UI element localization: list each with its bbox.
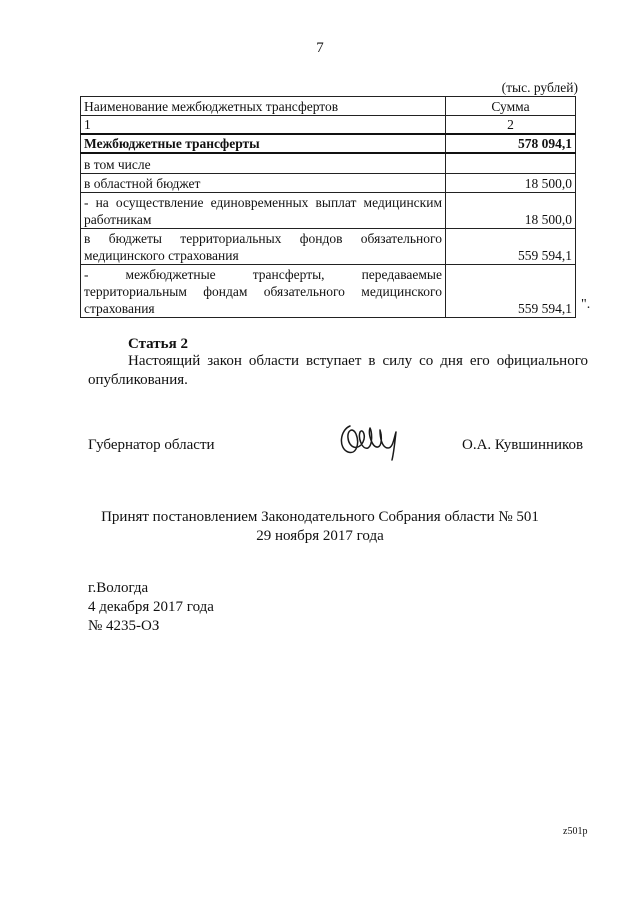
adoption-line: Принят постановлением Законодательного Собрания области № 501: [101, 509, 539, 525]
row-sum: 578 094,1: [446, 134, 576, 153]
article-title: Статья 2: [128, 336, 188, 352]
header-sum: Сумма: [446, 97, 576, 116]
article-text: Настоящий закон области вступает в силу со дня его официального опубликования.: [88, 353, 588, 388]
law-number: № 4235-ОЗ: [88, 618, 160, 634]
row-sum: [446, 153, 576, 173]
page-number: 7: [316, 40, 324, 56]
signatory-title: Губернатор области: [88, 437, 215, 453]
row-sum: 559 594,1: [446, 228, 576, 264]
table-row: [81, 192, 576, 228]
adoption-note: [0, 508, 640, 546]
place-date-block: [88, 579, 214, 636]
table-row: [81, 173, 576, 192]
row-name: Межбюджетные трансферты: [81, 134, 446, 153]
colnum-sum: 2: [446, 116, 576, 135]
row-sum: 18 500,0: [446, 192, 576, 228]
handwritten-signature: [336, 418, 416, 462]
document-code: z501p: [563, 826, 588, 837]
table-header-row: [81, 97, 576, 116]
row-name: в том числе: [81, 153, 446, 173]
closing-quote: ".: [581, 297, 591, 312]
table-row: [81, 134, 576, 153]
row-sum: 18 500,0: [446, 173, 576, 192]
row-name: - межбюджетные трансферты, передаваемые территориальным фондам обязательного медицинского страхования: [81, 264, 446, 317]
row-name: в бюджеты территориальных фондов обязательного медицинского страхования: [81, 228, 446, 264]
adoption-date: 29 ноября 2017 года: [256, 528, 384, 544]
table-units: (тыс. рублей): [501, 80, 578, 95]
row-name: в областной бюджет: [81, 173, 446, 192]
table-colnum-row: [81, 116, 576, 135]
row-name: - на осуществление единовременных выплат медицинским работникам: [81, 192, 446, 228]
signatory-name: О.А. Кувшинников: [462, 437, 584, 453]
row-sum: 559 594,1: [446, 264, 576, 317]
transfers-table: [80, 96, 576, 318]
colnum-name: 1: [81, 116, 446, 135]
header-name: Наименование межбюджетных трансфертов: [81, 97, 446, 116]
table-row: [81, 153, 576, 173]
signing-date: 4 декабря 2017 года: [88, 599, 214, 615]
table-row: [81, 264, 576, 317]
city: г.Вологда: [88, 580, 149, 596]
table-row: [81, 228, 576, 264]
